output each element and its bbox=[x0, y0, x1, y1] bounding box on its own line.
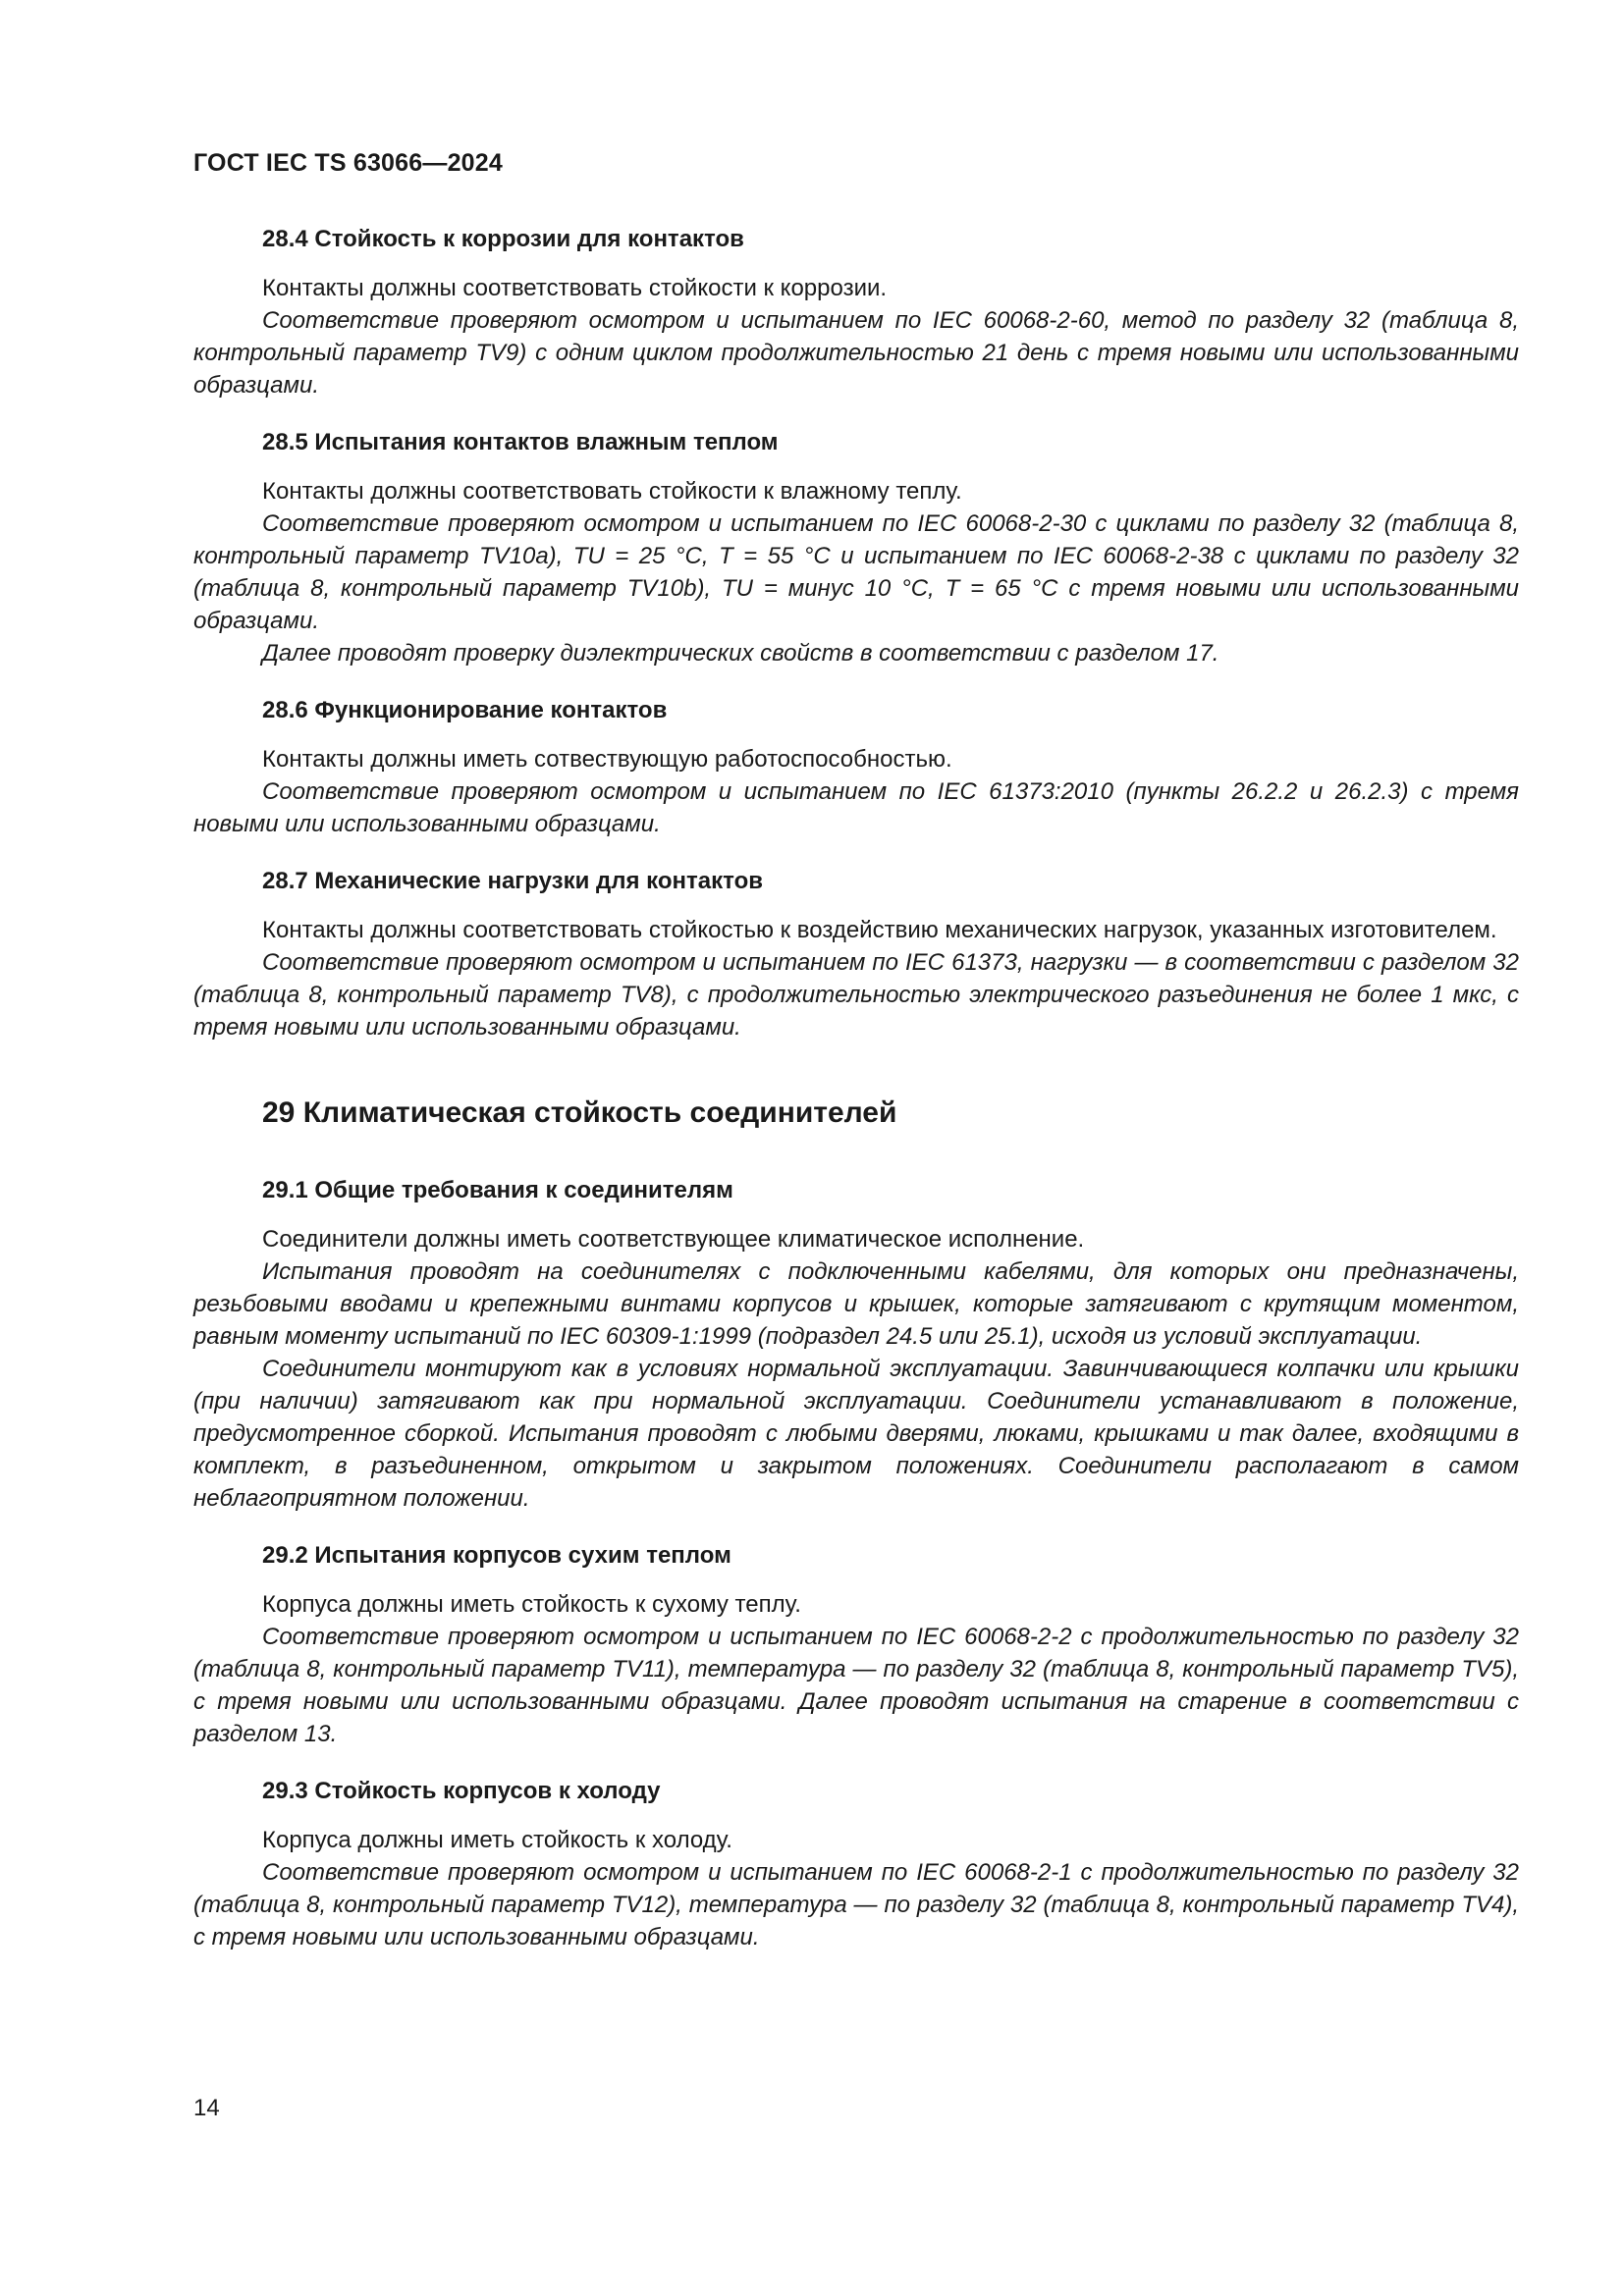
paragraph: Контакты должны соответствовать стойкости к влажному теплу. bbox=[262, 478, 962, 505]
section-28-4 bbox=[193, 224, 1519, 401]
section-28-6 bbox=[193, 695, 1519, 840]
paragraph-compliance: Соединители монтируют как в условиях нормальной эксплуатации. Завинчивающиеся колпачки или крышки (при наличии) затягивают как при нормальной эксплуатации. Соединители устанавливают в положение, предусмотренное сборкой. Испытания проводят с любыми дверями, люками, крышками и так далее, входящими в комплект, в разъединенном, открытом и закрытом положениях. Соединители располагают в самом неблагоприятном положении. bbox=[193, 1356, 1519, 1512]
subsection-title: 29.3 Стойкость корпусов к холоду bbox=[262, 1778, 661, 1804]
paragraph-compliance: Соответствие проверяют осмотром и испытанием по IEC 61373, нагрузки — в соответствии с разделом 32 (таблица 8, контрольный параметр TV8), с продолжительностью электрического разъединения не более 1 мкс, с тремя новыми или использованными образцами. bbox=[193, 949, 1519, 1041]
subsection-title: 28.7 Механические нагрузки для контактов bbox=[262, 868, 763, 894]
paragraph-compliance: Далее проводят проверку диэлектрических свойств в соответствии с разделом 17. bbox=[262, 640, 1219, 667]
section-title-29: 29 Климатическая стойкость соединителей bbox=[262, 1096, 897, 1129]
subsection-title: 28.4 Стойкость к коррозии для контактов bbox=[262, 226, 744, 252]
paragraph: Корпуса должны иметь стойкость к холоду. bbox=[262, 1827, 732, 1853]
paragraph-compliance: Испытания проводят на соединителях с подключенными кабелями, для которых они предназначены, резьбовыми вводами и крепежными винтами корпусов и крышек, которые затягивают с крутящим моментом, равным моменту испытаний по IEC 60309-1:1999 (подраздел 24.5 или 25.1), исходя из условий эксплуатации. bbox=[193, 1258, 1519, 1350]
paragraph: Контакты должны соответствовать стойкостью к воздействию механических нагрузок, указанных изготовителем. bbox=[262, 917, 1497, 943]
paragraph-compliance: Соответствие проверяют осмотром и испытанием по IEC 61373:2010 (пункты 26.2.2 и 26.2.3) с тремя новыми или использованными образцами. bbox=[193, 778, 1519, 837]
paragraph: Контакты должны соответствовать стойкости к коррозии. bbox=[262, 275, 888, 301]
running-header: ГОСТ IEC TS 63066—2024 bbox=[193, 149, 503, 177]
section-29-2 bbox=[193, 1540, 1519, 1750]
subsection-title: 28.5 Испытания контактов влажным теплом bbox=[262, 429, 779, 455]
page-number: 14 bbox=[193, 2095, 220, 2121]
paragraph-compliance: Соответствие проверяют осмотром и испытанием по IEC 60068-2-60, метод по разделу 32 (таблица 8, контрольный параметр TV9) с одним циклом продолжительностью 21 день с тремя новыми или использованными образцами. bbox=[193, 307, 1519, 399]
section-28-7 bbox=[193, 866, 1519, 1043]
section-29-1 bbox=[193, 1175, 1519, 1515]
paragraph-compliance: Соответствие проверяют осмотром и испытанием по IEC 60068-2-30 с циклами по разделу 32 (таблица 8, контрольный параметр TV10a), TU = 25 °C, T = 55 °C и испытанием по IEC 60068-2-38 с циклами по разделу 32 (таблица 8, контрольный параметр TV10b), TU = минус 10 °C, T = 65 °C с тремя новыми или использованными образцами. bbox=[193, 510, 1519, 634]
paragraph-compliance: Соответствие проверяют осмотром и испытанием по IEC 60068-2-2 с продолжительностью по разделу 32 (таблица 8, контрольный параметр TV11), температура — по разделу 32 (таблица 8, контрольный параметр TV5), с тремя новыми или использованными образцами. Далее проводят испытания на старение в соответствии с разделом 13. bbox=[193, 1624, 1519, 1747]
paragraph: Соединители должны иметь соответствующее климатическое исполнение. bbox=[262, 1226, 1085, 1253]
section-28-5 bbox=[193, 427, 1519, 669]
paragraph: Контакты должны иметь сотвествующую работоспособностью. bbox=[262, 746, 952, 773]
subsection-title: 29.1 Общие требования к соединителям bbox=[262, 1177, 733, 1203]
paragraph-compliance: Соответствие проверяют осмотром и испытанием по IEC 60068-2-1 с продолжительностью по разделу 32 (таблица 8, контрольный параметр TV12), температура — по разделу 32 (таблица 8, контрольный параметр TV4), с тремя новыми или использованными образцами. bbox=[193, 1859, 1519, 1950]
subsection-title: 29.2 Испытания корпусов сухим теплом bbox=[262, 1542, 731, 1569]
paragraph: Корпуса должны иметь стойкость к сухому теплу. bbox=[262, 1591, 801, 1618]
subsection-title: 28.6 Функционирование контактов bbox=[262, 697, 668, 723]
document-page bbox=[193, 147, 1519, 1979]
section-29-3 bbox=[193, 1776, 1519, 1953]
